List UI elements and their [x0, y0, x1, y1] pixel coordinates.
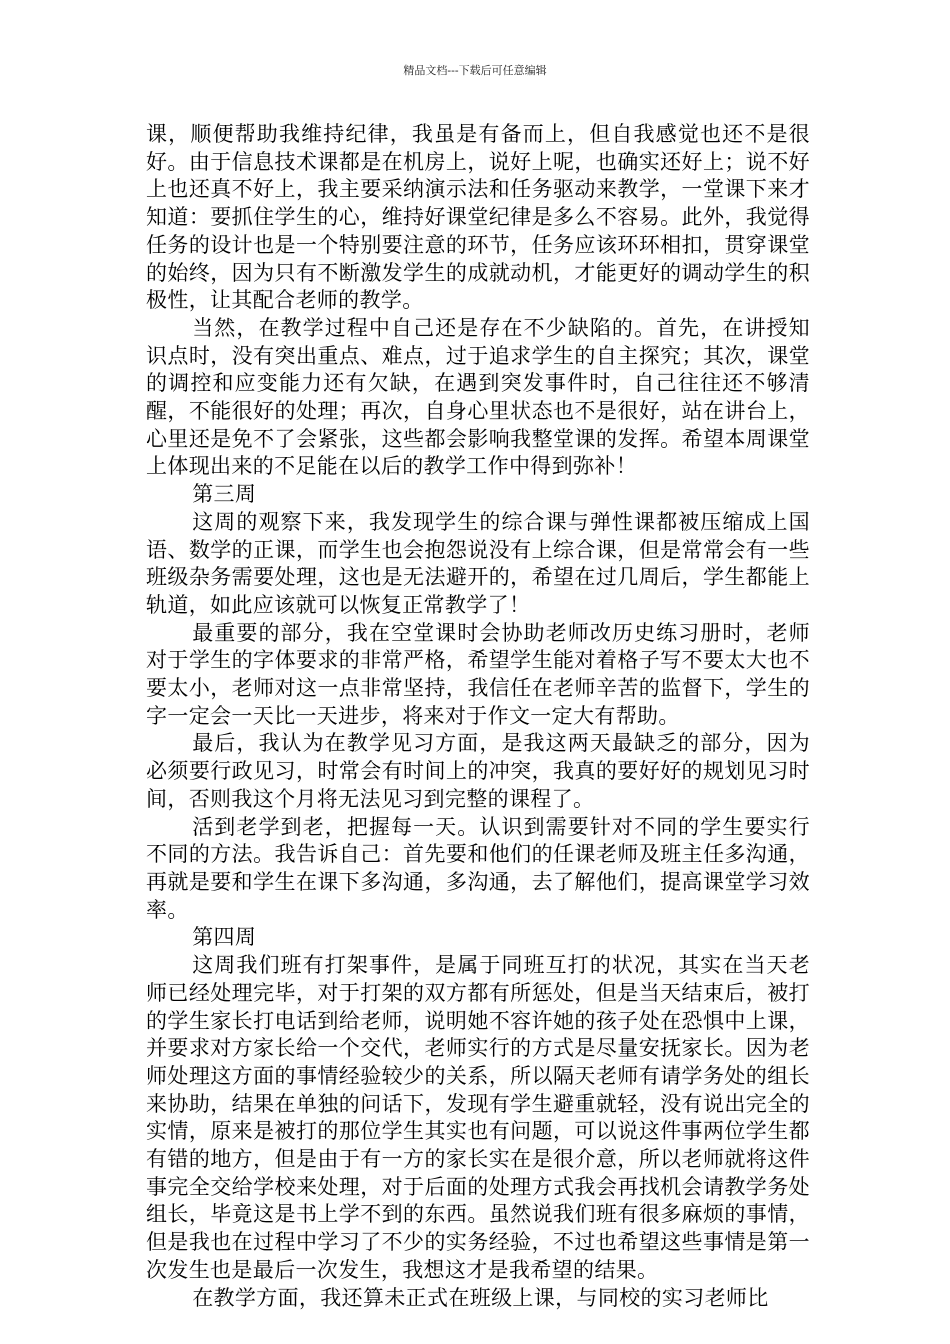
paragraph-history-workbook: 最重要的部分，我在空堂课时会协助老师改历史练习册时，老师对于学生的字体要求的非常严格，希望学生能对着格子写不要太大也不要太小，老师对这一点非常坚持，我信任在老师辛苦的监督下，学生的字一定会一天比一天进步，将来对于作文一定大有帮助。 — [146, 620, 810, 728]
paragraph-week-three-observation: 这周的观察下来，我发现学生的综合课与弹性课都被压缩成上国语、数学的正课，而学生也会抱怨说没有上综合课，但是常常会有一些班级杂务需要处理，这也是无法避开的，希望在过几周后，学生都能上轨道，如此应该就可以恢复正常教学了！ — [146, 509, 810, 617]
paragraph-continued: 课，顺便帮助我维持纪律，我虽是有备而上，但自我感觉也还不是很好。由于信息技术课都是在机房上，说好上呢，也确实还好上；说不好上也还真不好上，我主要采纳演示法和任务驱动来教学，一堂课下来才知道：要抓住学生的心，维持好课堂纪律是多么不容易。此外，我觉得任务的设计也是一个特别要注意的环节，任务应该环环相扣，贯穿课堂的始终，因为只有不断激发学生的成就动机，才能更好的调动学生的积极性，让其配合老师的教学。 — [146, 122, 810, 313]
document-body — [146, 121, 810, 1312]
paragraph-fight-incident: 这周我们班有打架事件，是属于同班互打的状况，其实在当天老师已经处理完毕，对于打架的双方都有所惩处，但是当天结束后，被打的学生家长打电话到给老师，说明她不容许她的孩子处在恐惧中上课，并要求对方家长给一个交代，老师实行的方式是尽量安抚家长。因为老师处理这方面的事情经验较少的关系，所以隔天老师有请学务处的组长来协助，结果在单独的问话下，发现有学生避重就轻，没有说出完全的实情，原来是被打的那位学生其实也有问题，可以说这件事两位学生都有错的地方，但是由于有一方的家长实在是很介意，所以老师就将这件事完全交给学校来处理，对于后面的处理方式我会再找机会请教学务处组长，毕竟这是书上学不到的东西。虽然说我们班有很多麻烦的事情，但是我也在过程中学习了不少的实务经验，不过也希望这些事情是第一次发生也是最后一次发生，我想这才是我希望的结果。 — [146, 953, 810, 1282]
week-three-heading: 第三周 — [192, 482, 257, 507]
paragraph-teaching-aspect: 在教学方面，我还算未正式在班级上课，与同校的实习老师比 — [192, 1285, 769, 1310]
page-header: 精品文档---下载后可任意编辑 — [403, 64, 547, 77]
week-four-heading: 第四周 — [192, 925, 257, 950]
paragraph-teaching-observation: 最后，我认为在教学见习方面，是我这两天最缺乏的部分，因为必须要行政见习，时常会有时间上的冲突，我真的要好好的规划见习时间，否则我这个月将无法见习到完整的课程了。 — [146, 731, 810, 811]
paragraph-shortcomings: 当然，在教学过程中自己还是存在不少缺陷的。首先，在讲授知识点时，没有突出重点、难点，过于追求学生的自主探究；其次，课堂的调控和应变能力还有欠缺，在遇到突发事件时，自己往往还不够清醒，不能很好的处理；再次，自身心里状态也不是很好，站在讲台上，心里还是免不了会紧张，这些都会影响我整堂课的发挥。希望本周课堂上体现出来的不足能在以后的教学工作中得到弥补！ — [146, 315, 810, 479]
paragraph-lifelong-learning: 活到老学到老，把握每一天。认识到需要针对不同的学生要实行不同的方法。我告诉自己：首先要和他们的任课老师及班主任多沟通，再就是要和学生在课下多沟通，多沟通，去了解他们，提高课堂学习效率。 — [146, 814, 810, 922]
